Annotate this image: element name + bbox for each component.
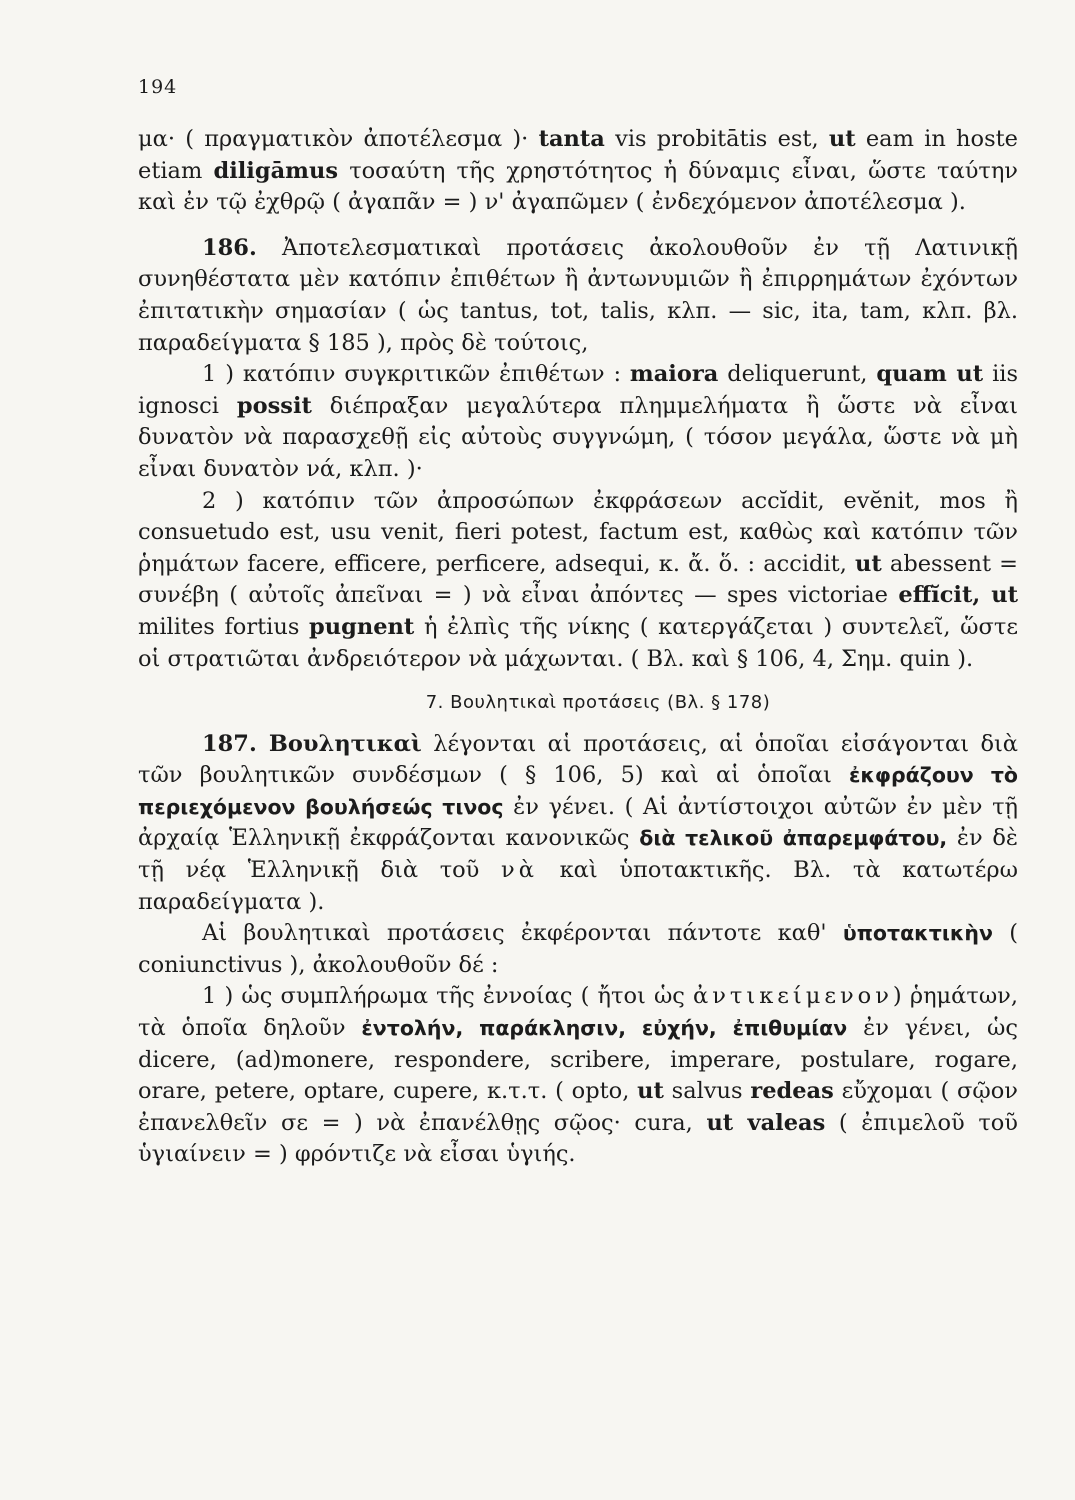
section-number: 186.	[202, 234, 257, 261]
paragraph-187-b: Αἱ βουλητικαὶ προτάσεις ἐκφέρονται πάντοτε καθ' ὑποτακτικὴν ( coniunctivus ), ἀκολουθοῦν δέ :	[138, 920, 1019, 978]
paragraph-continuation: μα· ( πραγματικὸν ἀποτέλεσμα )· tanta vis probitātis est, ut eam in hoste etiam diligāmus τοσαύτη τῆς χρηστότητος ἡ δύναμις εἶναι, ὥστε ταύτην καὶ ἐν τῷ ἐχθρῷ ( ἀγαπᾶν = ) ν' ἀγαπῶμεν ( ἐνδεχόμενον ἀποτέλεσμα ).	[138, 126, 1018, 216]
paragraph-187-item-1: 1 ) ὡς συμπλήρωμα τῆς ἐννοίας ( ἤτοι ὡς ἀντικείμενον) ῥημάτων, τὰ ὁποῖα δηλοῦν ἐντολήν, παράκλησιν, εὐχήν, ἐπιθυμίαν ἐν γένει, ὡς dicere, (ad)monere, respondere, scribere, imperare, postulare, rogare, orare, petere, optare, cupere, κ.τ.τ. ( opto, ut salvus redeas εὔχομαι ( σῷον ἐπανελθεῖν σε = ) νὰ ἐπανέλθῃς σῷος· cura, ut valeas ( ἐπιμελοῦ τοῦ ὑγιαίνειν = ) φρόντιζε νὰ εἶσαι ὑγιής.	[138, 983, 1018, 1168]
page-number: 194	[138, 76, 178, 98]
paragraph-186-item-1: 1 ) κατόπιν συγκριτικῶν ἐπιθέτων : maiora deliquerunt, quam ut iis ignosci possit διέπραξαν μεγαλύτερα πλημμελήματα ἢ ὥστε νὰ εἶναι δυνατὸν νὰ παρασχεθῇ εἰς αὐτοὺς συγγνώμη, ( τόσον μεγάλα, ὥστε νὰ μὴ εἶναι δυνατὸν νά, κλπ. )·	[138, 361, 1019, 482]
section-number: 187.	[202, 730, 257, 757]
section-heading: 7. Βουλητικαὶ προτάσεις (Βλ. § 178)	[425, 692, 771, 714]
paragraph-186-item-2: 2 ) κατόπιν τῶν ἀπροσώπων ἐκφράσεων accĭdit, evĕnit, mos ἢ consuetudo est, usu venit, fieri potest, factum est, καθὼς καὶ κατόπιν τῶν ῥημάτων facere, efficere, perficere, adsequi, κ. ἄ. ὅ. : accidit, ut abessent = συνέβη ( αὐτοῖς ἀπεῖναι = ) νὰ εἶναι ἀπόντες — spes victoriae effĭcit, ut milites fortius pugnent ἡ ἐλπὶς τῆς νίκης ( κατεργάζεται ) συντελεῖ, ὥστε οἱ στρατιῶται ἀνδρειότερον νὰ μάχωνται. ( Βλ. καὶ § 106, 4, Σημ. quin ).	[138, 487, 1018, 672]
paragraph-187: 187. Βουλητικαὶ λέγονται αἱ προτάσεις, αἱ ὁποῖαι εἰσάγονται διὰ τῶν βουλητικῶν συνδέσμων ( § 106, 5) καὶ αἱ ὁποῖαι ἐκφράζουν τὸ περιεχόμενον βουλήσεώς τινος ἐν γένει. ( Αἱ ἀντίστοιχοι αὐτῶν ἐν μὲν τῇ ἀρχαίᾳ Ἑλληνικῇ ἐκφράζονται κανονικῶς διὰ τελικοῦ ἀπαρεμφάτου, ἐν δὲ τῇ νέᾳ Ἑλληνικῇ διὰ τοῦ νὰ καὶ ὑποτακτικῆς. Βλ. τὰ κατωτέρω παραδείγματα ).	[138, 730, 1019, 915]
paragraph-186: 186. Ἀποτελεσματικαὶ προτάσεις ἀκολουθοῦν ἐν τῇ Λατινικῇ συνηθέστατα μὲν κατόπιν ἐπιθέτων ἢ ἀντωνυμιῶν ἢ ἐπιρρημάτων ἐχόντων ἐπιτατικὴν σημασίαν ( ὡς tantus, tot, talis, κλπ. — sic, ita, tam, κλπ. βλ. παραδείγματα § 185 ), πρὸς δὲ τούτοις,	[138, 234, 1018, 356]
body-text	[138, 124, 1018, 1171]
